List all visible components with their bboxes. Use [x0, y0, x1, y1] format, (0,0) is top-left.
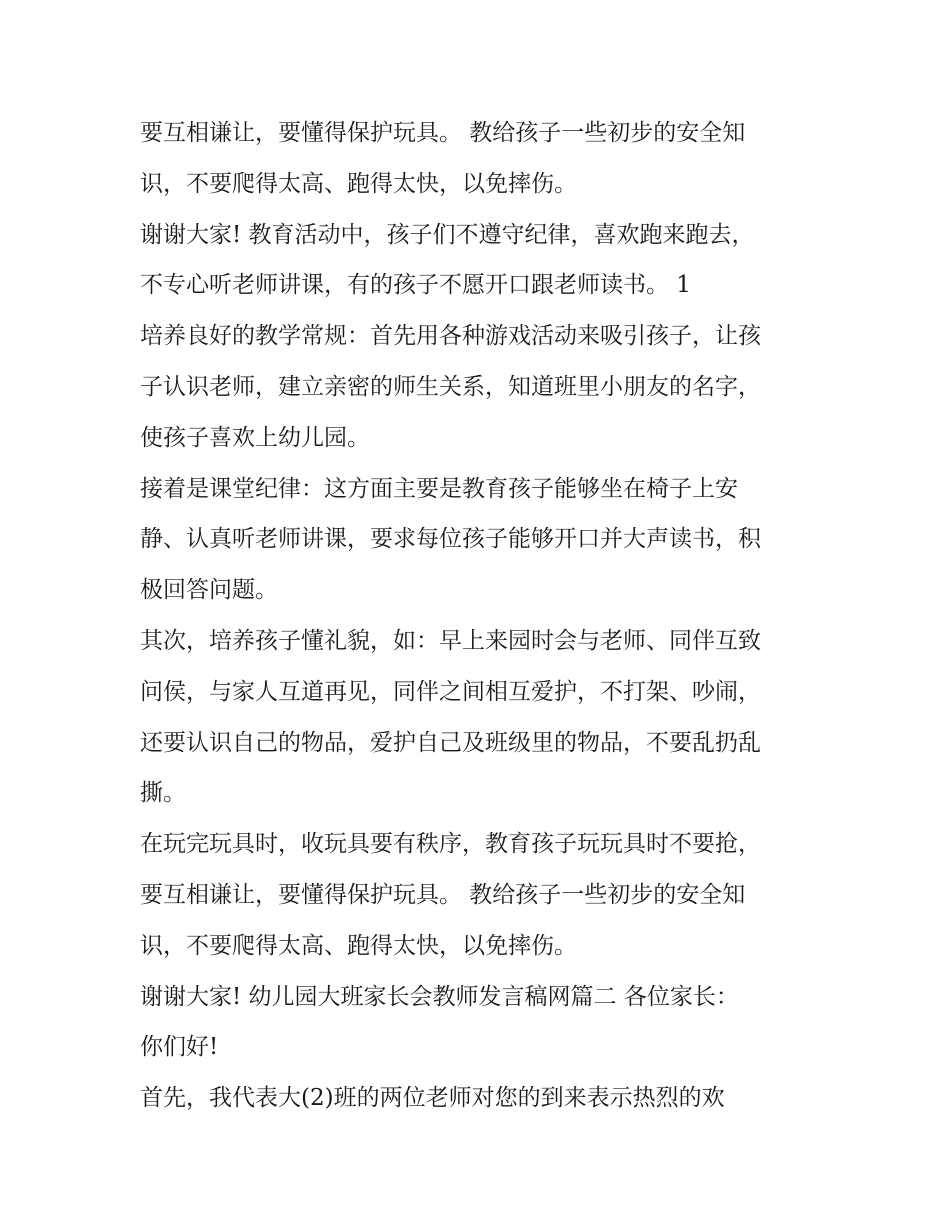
text-line: 识，不要爬得太高、跑得太快，以免摔伤。 [140, 932, 577, 959]
text-line: 撕。 [140, 780, 186, 807]
text-line: 首先，我代表大(2)班的两位老师对您的到来表示热烈的欢 [140, 1085, 725, 1112]
text-line: 还要认识自己的物品，爱护自己及班级里的物品，不要乱扔乱 [140, 729, 761, 756]
text-line: 要互相谦让，要懂得保护玩具。 教给孩子一些初步的安全知 [140, 881, 746, 908]
text-line: 在玩完玩具时，收玩具要有秩序，教育孩子玩玩具时不要抢， [140, 831, 761, 858]
text-line: 使孩子喜欢上幼儿园。 [140, 424, 370, 451]
document-body [140, 108, 830, 1124]
text-line: 极回答问题。 [140, 577, 278, 604]
text-line: 你们好! [140, 1034, 219, 1061]
text-line: 不专心听老师讲课，有的孩子不愿开口跟老师读书。 1 [140, 272, 691, 299]
text-line: 要互相谦让，要懂得保护玩具。 教给孩子一些初步的安全知 [140, 120, 746, 146]
text-line: 接着是课堂纪律：这方面主要是教育孩子能够坐在椅子上安 [140, 475, 738, 502]
text-line: 静、认真听老师讲课，要求每位孩子能够开口并大声读书，积 [140, 526, 761, 553]
text-line: 培养良好的教学常规：首先用各种游戏活动来吸引孩子，让孩 [140, 323, 761, 350]
text-line: 谢谢大家! 教育活动中，孩子们不遵守纪律，喜欢跑来跑去， [140, 221, 755, 248]
text-line: 问侯，与家人互道再见，同伴之间相互爱护，不打架、吵闹， [140, 678, 761, 705]
text-line: 子认识老师，建立亲密的师生关系，知道班里小朋友的名字， [140, 373, 761, 400]
text-line: 谢谢大家! 幼儿园大班家长会教师发言稿网篇二 各位家长： [140, 983, 739, 1010]
text-line: 识，不要爬得太高、跑得太快，以免摔伤。 [140, 170, 577, 197]
text-line: 其次，培养孩子懂礼貌，如：早上来园时会与老师、同伴互致 [140, 627, 761, 654]
